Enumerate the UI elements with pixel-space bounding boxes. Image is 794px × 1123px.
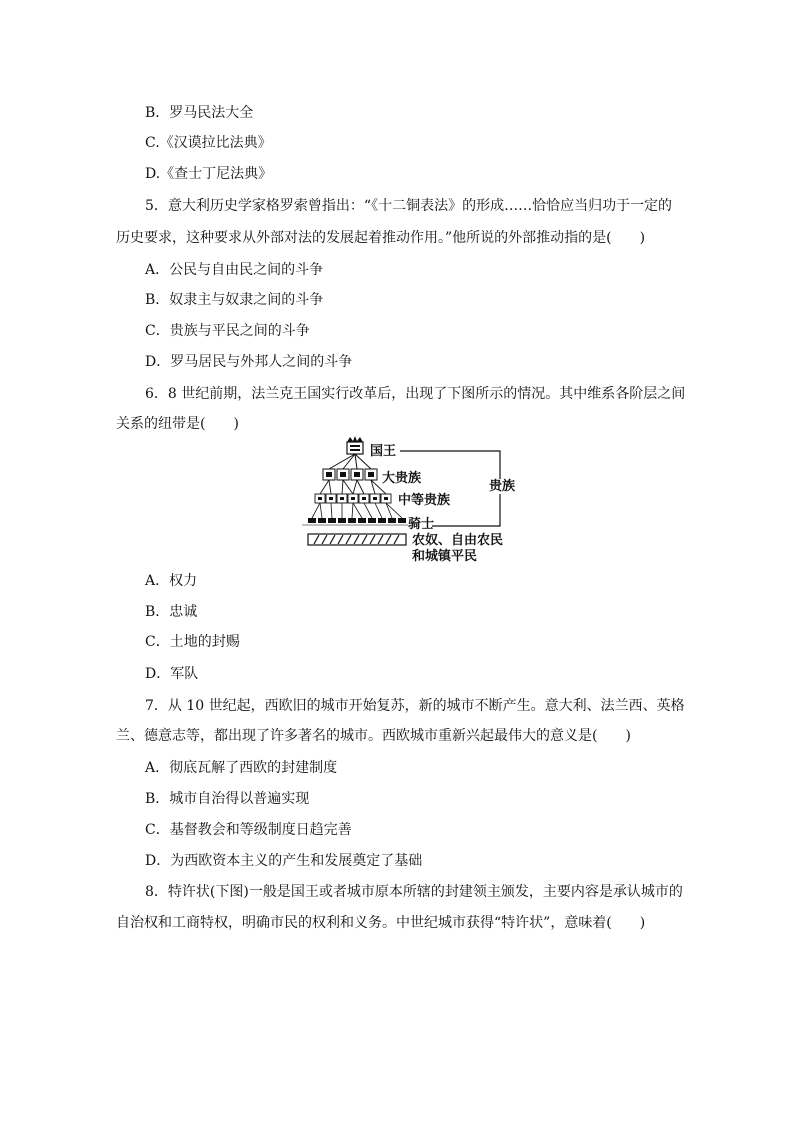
nobility-label: 贵族 [489, 479, 516, 494]
q8-stem-line1: 8．特许状(下图)一般是国王或者城市原本所辖的封建领主颁发，主要内容是承认城市的 [145, 884, 683, 900]
q7-stem-line1: 7．从 10 世纪起，西欧旧的城市开始复苏，新的城市不断产生。意大利、法兰西、英格 [145, 698, 685, 714]
nobility-bracket [400, 451, 500, 526]
q6-option-d: D．军队 [145, 666, 199, 682]
q7-option-b: B．城市自治得以普遍实现 [145, 791, 310, 807]
king-links [329, 454, 371, 469]
q5-option-c: C．贵族与平民之间的斗争 [145, 323, 310, 339]
q6-option-c: C．土地的封赐 [145, 634, 240, 650]
q5-option-a: A．公民与自由民之间的斗争 [145, 262, 324, 278]
peasants-label-line2: 和城镇平民 [412, 549, 478, 564]
q7-stem-line2: 兰、德意志等，都出现了许多著名的城市。西欧城市重新兴起最伟大的意义是( ) [116, 728, 631, 744]
middle-nobles-label: 中等贵族 [398, 493, 451, 508]
king-label: 国王 [370, 444, 397, 459]
q6-option-a: A．权力 [145, 573, 198, 589]
q6-stem-line2: 关系的纽带是( ) [116, 416, 239, 432]
feudal-hierarchy-diagram [300, 436, 530, 564]
q5-option-d: D．罗马居民与外邦人之间的斗争 [145, 354, 353, 370]
q4-option-c: C.《汉谟拉比法典》 [145, 135, 272, 151]
peasants-label-line1: 农奴、自由农民 [412, 533, 504, 548]
knights-label: 骑士 [408, 517, 435, 532]
king-icon [347, 436, 363, 454]
q4-option-d: D.《查士丁尼法典》 [145, 166, 273, 182]
great-noble-links [320, 480, 386, 494]
q6-option-b: B．忠诚 [145, 604, 198, 620]
q6-stem-line1: 6．8 世纪前期，法兰克王国实行改革后，出现了下图所示的情况。其中维系各阶层之间 [145, 386, 686, 402]
q7-option-a: A．彻底瓦解了西欧的封建制度 [145, 760, 338, 776]
q7-option-d: D．为西欧资本主义的产生和发展奠定了基础 [145, 853, 423, 869]
q5-stem-line2: 历史要求，这种要求从外部对法的发展起着推动作用。”他所说的外部推动指的是( ) [116, 230, 646, 246]
q4-option-b: B．罗马民法大全 [145, 105, 254, 121]
q7-option-c: C．基督教会和等级制度日趋完善 [145, 822, 352, 838]
peasants-bar [308, 534, 406, 545]
middle-noble-links [312, 503, 402, 518]
q5-option-b: B．奴隶主与奴隶之间的斗争 [145, 292, 324, 308]
knight-icons [308, 518, 406, 523]
great-nobles-label: 大贵族 [382, 471, 422, 486]
q8-stem-line2: 自治权和工商特权，明确市民的权利和义务。中世纪城市获得“特许状”，意味着( ) [116, 915, 646, 931]
q5-stem-line1: 5．意大利历史学家格罗索曾指出：“《十二铜表法》的形成……恰恰应当归功于一定的 [145, 198, 673, 214]
